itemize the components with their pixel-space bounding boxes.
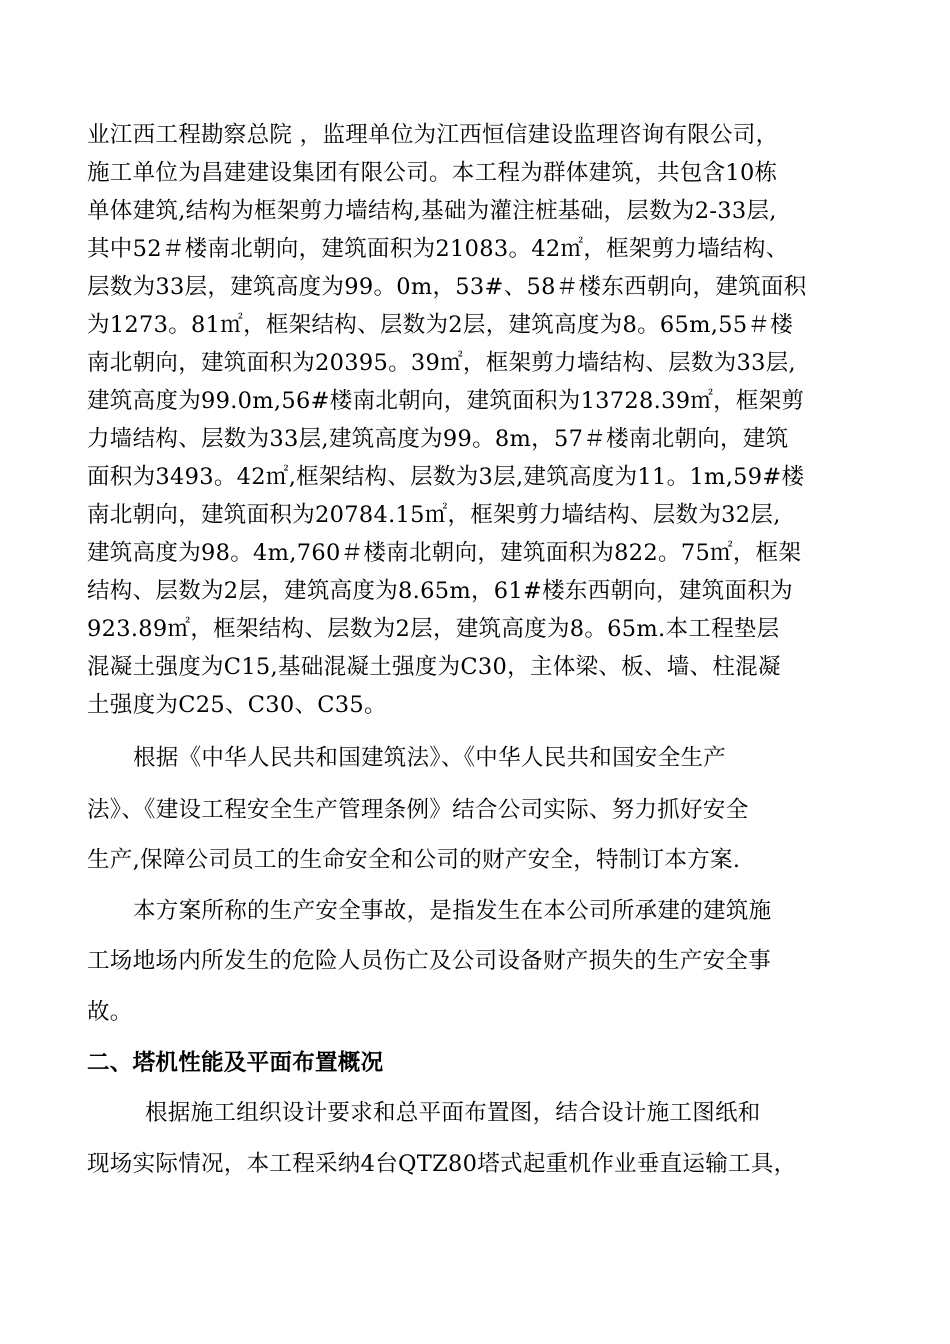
text-line: 层数为33层，建筑高度为99。0m，53#、58＃楼东西朝向，建筑面积 [87,274,807,300]
text-line: 土强度为C25、C30、C35。 [87,692,387,718]
text-line: 混凝土强度为C15,基础混凝土强度为C30，主体梁、板、墙、柱混凝 [87,654,781,680]
text-line: 业江西工程勘察总院 ，监理单位为江西恒信建设监理咨询有限公司， [87,122,779,148]
text-line: 根据施工组织设计要求和总平面布置图，结合设计施工图纸和 [145,1100,761,1126]
text-line: 力墙结构、层数为33层,建筑高度为99。8m，57＃楼南北朝向，建筑 [87,426,789,452]
text-line: 面积为3493。42㎡,框架结构、层数为3层,建筑高度为11。1m,59#楼 [87,464,805,490]
text-line: 故。 [87,999,133,1025]
text-line: 结构、层数为2层，建筑高度为8.65m，61#楼东西朝向，建筑面积为 [87,578,793,604]
text-line: 单体建筑,结构为框架剪力墙结构,基础为灌注桩基础，层数为2-33层, [87,198,777,224]
text-line: 生产,保障公司员工的生命安全和公司的财产安全，特制订本方案. [87,847,741,873]
text-line: 其中52＃楼南北朝向，建筑面积为21083。42㎡，框架剪力墙结构、 [87,236,789,262]
text-line: 为1273。81㎡，框架结构、层数为2层，建筑高度为8。65m,55＃楼 [87,312,794,338]
text-line: 923.89㎡，框架结构、层数为2层，建筑高度为8。65m.本工程垫层 [87,616,780,642]
text-line: 南北朝向，建筑面积为20784.15㎡，框架剪力墙结构、层数为32层, [87,502,781,528]
text-line: 根据《中华人民共和国建筑法》、《中华人民共和国安全生产 [133,745,727,771]
text-line: 工场地场内所发生的危险人员伤亡及公司设备财产损失的生产安全事 [87,948,772,974]
text-line: 南北朝向，建筑面积为20395。39㎡，框架剪力墙结构、层数为33层, [87,350,796,376]
text-line: 法》、《建设工程安全生产管理条例》结合公司实际、努力抓好安全 [87,797,749,823]
text-line: 现场实际情况，本工程采纳4台QTZ80塔式起重机作业垂直运输工具， [87,1151,797,1177]
text-line: 建筑高度为98。4m,760＃楼南北朝向，建筑面积为822。75㎡，框架 [87,540,802,566]
section-heading: 二、塔机性能及平面布置概况 [87,1050,384,1076]
text-line: 本方案所称的生产安全事故，是指发生在本公司所承建的建筑施 [133,898,772,924]
text-line: 施工单位为昌建建设集团有限公司。本工程为群体建筑，共包含10栋 [87,160,778,186]
text-line: 建筑高度为99.0m,56#楼南北朝向，建筑面积为13728.39㎡，框架剪 [87,388,805,414]
